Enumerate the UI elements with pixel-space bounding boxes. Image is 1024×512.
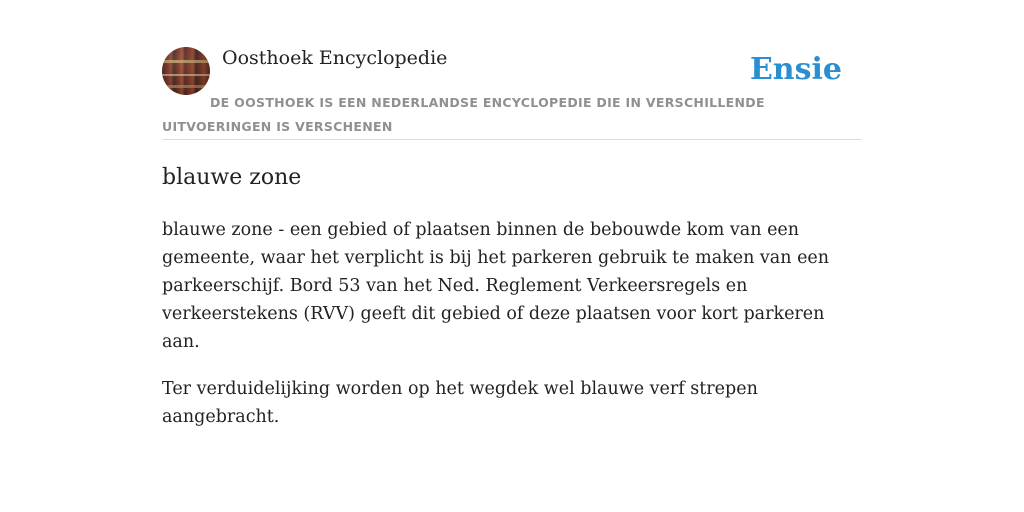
article-paragraph: Ter verduidelijking worden op het wegdek wel blauwe verf strepen aangebracht. xyxy=(162,379,758,427)
book-spines-avatar-icon[interactable] xyxy=(162,47,210,95)
article-paragraph: blauwe zone - een gebied of plaatsen binnen de bebouwde kom van een gemeente, waar het verplicht is bij het parkeren gebruik te maken van een parkeerschijf. Bord 53 van het Ned. Reglement Verkeersregels en verkeerstekens (RVV) geeft dit gebied of deze plaatsen voor kort parkeren aan. xyxy=(162,220,830,352)
site-header xyxy=(162,46,862,140)
site-tagline: DE OOSTHOEK IS EEN NEDERLANDSE ENCYCLOPEDIE DIE IN VERSCHILLENDE UITVOERINGEN IS VERSCHENEN xyxy=(162,95,765,134)
site-title-link[interactable]: Oosthoek Encyclopedie xyxy=(222,47,448,69)
page-title: blauwe zone xyxy=(162,165,302,190)
brand-logo-link[interactable]: Ensie xyxy=(749,52,842,87)
article-body xyxy=(162,216,862,450)
